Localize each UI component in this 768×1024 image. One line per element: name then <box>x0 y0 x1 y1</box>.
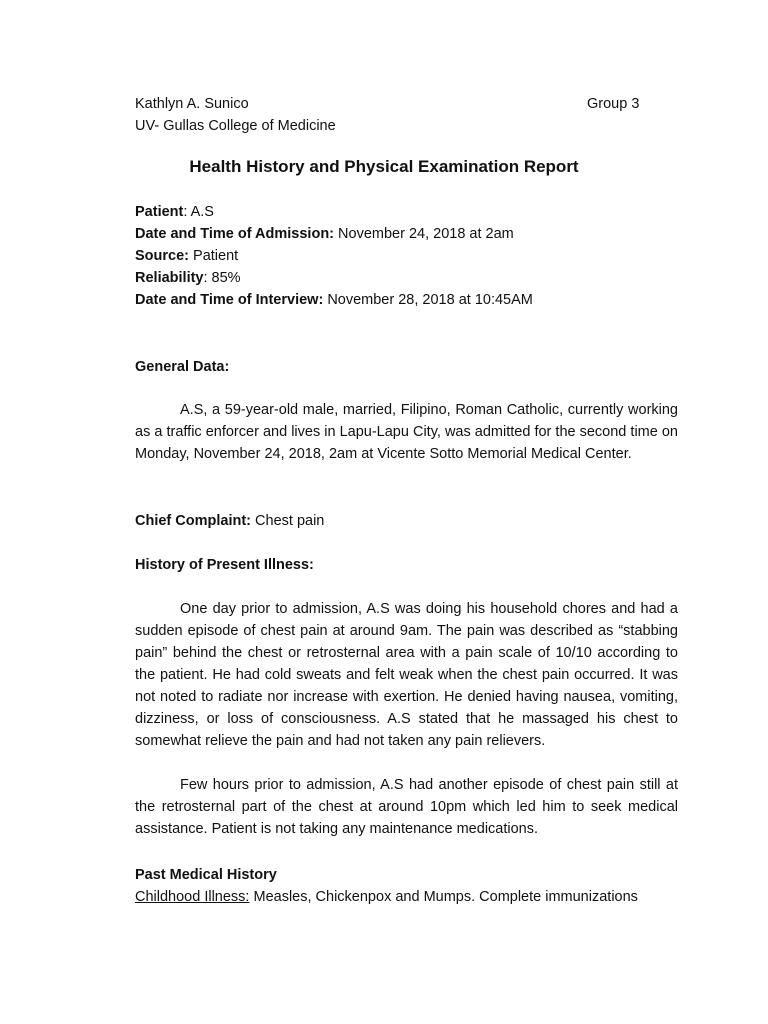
patient-line <box>135 201 214 223</box>
hpi-paragraph-2: Few hours prior to admission, A.S had another episode of chest pain still at the retrosternal part of the chest at around 10pm which led him to seek medical assistance. Patient is not taking any maintenance medications. <box>135 777 678 837</box>
interview-value: November 28, 2018 at 10:45AM <box>327 292 533 308</box>
reliability-value: : 85% <box>203 270 241 286</box>
hpi-paragraph-1: One day prior to admission, A.S was doing his household chores and had a sudden episode of chest pain at around 9am. The pain was described as “stabbing pain” behind the chest or retrosternal area with a pain scale of 10/10 according to the patient. He had cold sweats and felt weak when the chest pain occurred. It was not noted to radiate nor increase with exertion. He denied having nausea, vomiting, dizziness, or loss of consciousness. A.S stated that he massaged his chest to somewhat relieve the pain and had not taken any pain relievers. <box>135 601 678 749</box>
hpi-heading: History of Present Illness: <box>135 557 314 573</box>
childhood-illness-label: Childhood Illness: <box>135 889 250 905</box>
group-label: Group 3 <box>587 96 640 112</box>
report-title: Health History and Physical Examination Report <box>189 157 579 176</box>
interview-line <box>135 289 533 311</box>
general-data-paragraph: A.S, a 59-year-old male, married, Filipino, Roman Catholic, currently working as a traffic enforcer and lives in Lapu-Lapu City, was admitted for the second time on Monday, November 24, 2018, 2am at Vicente Sotto Memorial Medical Center. <box>135 402 678 462</box>
childhood-illness-value: Measles, Chickenpox and Mumps. Complete immunizations <box>253 889 638 905</box>
source-value: Patient <box>193 248 239 264</box>
childhood-illness-line <box>135 886 678 908</box>
admission-label: Date and Time of Admission: <box>135 226 334 242</box>
interview-label: Date and Time of Interview: <box>135 292 324 308</box>
author-name: Kathlyn A. Sunico <box>135 96 249 112</box>
source-label: Source: <box>135 248 189 264</box>
reliability-label: Reliability <box>135 270 204 286</box>
admission-value: November 24, 2018 at 2am <box>338 226 514 242</box>
admission-line <box>135 223 514 245</box>
chief-complaint-value: Chest pain <box>255 513 325 529</box>
patient-label: Patient <box>135 204 184 220</box>
general-data-heading: General Data: <box>135 359 230 375</box>
chief-complaint-line <box>135 510 324 532</box>
chief-complaint-label: Chief Complaint: <box>135 513 251 529</box>
patient-value: : A.S <box>183 204 214 220</box>
source-line <box>135 245 238 267</box>
institution-name: UV- Gullas College of Medicine <box>135 118 336 134</box>
pmh-heading: Past Medical History <box>135 867 277 883</box>
reliability-line <box>135 267 241 289</box>
